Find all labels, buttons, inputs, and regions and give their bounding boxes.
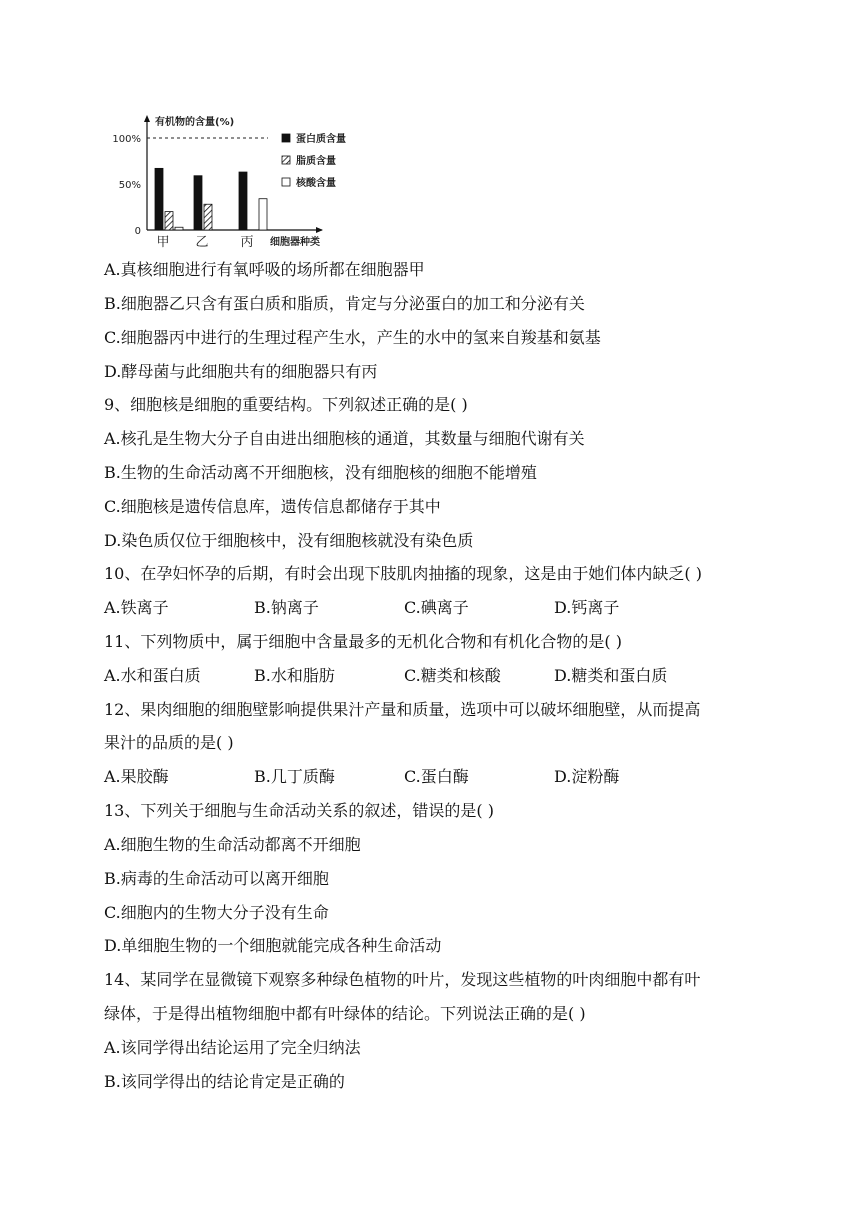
legend-label-1: 脂质含量 [296,156,336,167]
q13-option-b: B.病毒的生命活动可以离开细胞 [104,869,329,888]
q11-option-a: A.水和蛋白质 [104,666,201,685]
q9-option-d: D.染色质仅位于细胞核中，没有细胞核就没有染色质 [104,531,474,550]
x-axis-label: 细胞器种类 [270,237,320,248]
q13-option-c: C.细胞内的生物大分子没有生命 [104,903,329,922]
q10-option-c: C.碘离子 [404,598,469,617]
bar-2-0 [175,227,183,230]
q8-option-d: D.酵母菌与此细胞共有的细胞器只有丙 [104,362,378,381]
x-tick-label: 甲 [156,235,170,250]
q8-option-c: C.细胞器丙中进行的生理过程产生水，产生的水中的氢来自羧基和氨基 [104,328,601,347]
q9-option-a: A.核孔是生物大分子自由进出细胞核的通道，其数量与细胞代谢有关 [104,429,585,448]
x-tick-label: 乙 [195,235,209,250]
bar-2-2 [259,199,267,230]
q9-stem: 9、细胞核是细胞的重要结构。下列叙述正确的是( ) [104,395,468,414]
legend-swatch-1 [282,156,290,164]
q12-option-a: A.果胶酶 [104,767,169,786]
q10-option-a: A.铁离子 [104,598,169,617]
q8-option-a: A.真核细胞进行有氧呼吸的场所都在细胞器甲 [104,260,425,279]
bar-0-1 [194,176,202,230]
q10-option-d: D.钙离子 [554,598,620,617]
q12-option-b: B.几丁质酶 [254,767,335,786]
legend-label-2: 核酸含量 [296,178,336,189]
chart-svg [100,112,380,252]
bar-0-0 [155,168,163,230]
y-axis-arrow [144,115,150,122]
q12-stem-line1: 12、果肉细胞的细胞壁影响提供果汁产量和质量，选项中可以破坏细胞壁，从而提高 [104,700,701,719]
y-axis-label: 有机物的含量(%) [155,117,235,128]
q11-option-b: B.水和脂肪 [254,666,335,685]
y-tick-label: 0 [134,226,141,237]
q13-option-d: D.单细胞生物的一个细胞就能完成各种生命活动 [104,936,442,955]
y-tick-label: 50% [118,180,141,191]
q14-option-a: A.该同学得出结论运用了完全归纳法 [104,1038,361,1057]
q11-option-c: C.糖类和核酸 [404,666,501,685]
q14-stem-line1: 14、某同学在显微镜下观察多种绿色植物的叶片，发现这些植物的叶肉细胞中都有叶 [104,970,701,989]
q12-stem-line2: 果汁的品质的是( ) [104,733,234,752]
q8-option-b: B.细胞器乙只含有蛋白质和脂质，肯定与分泌蛋白的加工和分泌有关 [104,294,585,313]
legend-label-0: 蛋白质含量 [296,134,346,145]
q13-option-a: A.细胞生物的生命活动都离不开细胞 [104,835,361,854]
bar-1-1 [204,204,212,230]
q12-option-c: C.蛋白酶 [404,767,469,786]
q9-option-b: B.生物的生命活动离不开细胞核，没有细胞核的细胞不能增殖 [104,463,537,482]
q9-option-c: C.细胞核是遗传信息库，遗传信息都储存于其中 [104,497,441,516]
bar-1-0 [165,212,173,230]
q10-stem: 10、在孕妇怀孕的后期，有时会出现下肢肌肉抽搐的现象，这是由于她们体内缺乏( ) [104,564,702,583]
q13-stem: 13、下列关于细胞与生命活动关系的叙述，错误的是( ) [104,801,494,820]
q10-option-b: B.钠离子 [254,598,319,617]
legend-swatch-0 [282,134,290,142]
q11-stem: 11、下列物质中，属于细胞中含量最多的无机化合物和有机化合物的是( ) [104,632,622,651]
q14-stem-line2: 绿体，于是得出植物细胞中都有叶绿体的结论。下列说法正确的是( ) [104,1004,586,1023]
legend-swatch-2 [282,178,290,186]
y-tick-label: 100% [112,134,141,145]
q11-option-d: D.糖类和蛋白质 [554,666,668,685]
x-tick-label: 丙 [240,235,254,250]
organelle-content-chart [100,112,380,252]
x-axis-arrow [316,227,323,233]
q14-option-b: B.该同学得出的结论肯定是正确的 [104,1072,345,1091]
bar-0-2 [239,172,247,230]
q12-option-d: D.淀粉酶 [554,767,620,786]
